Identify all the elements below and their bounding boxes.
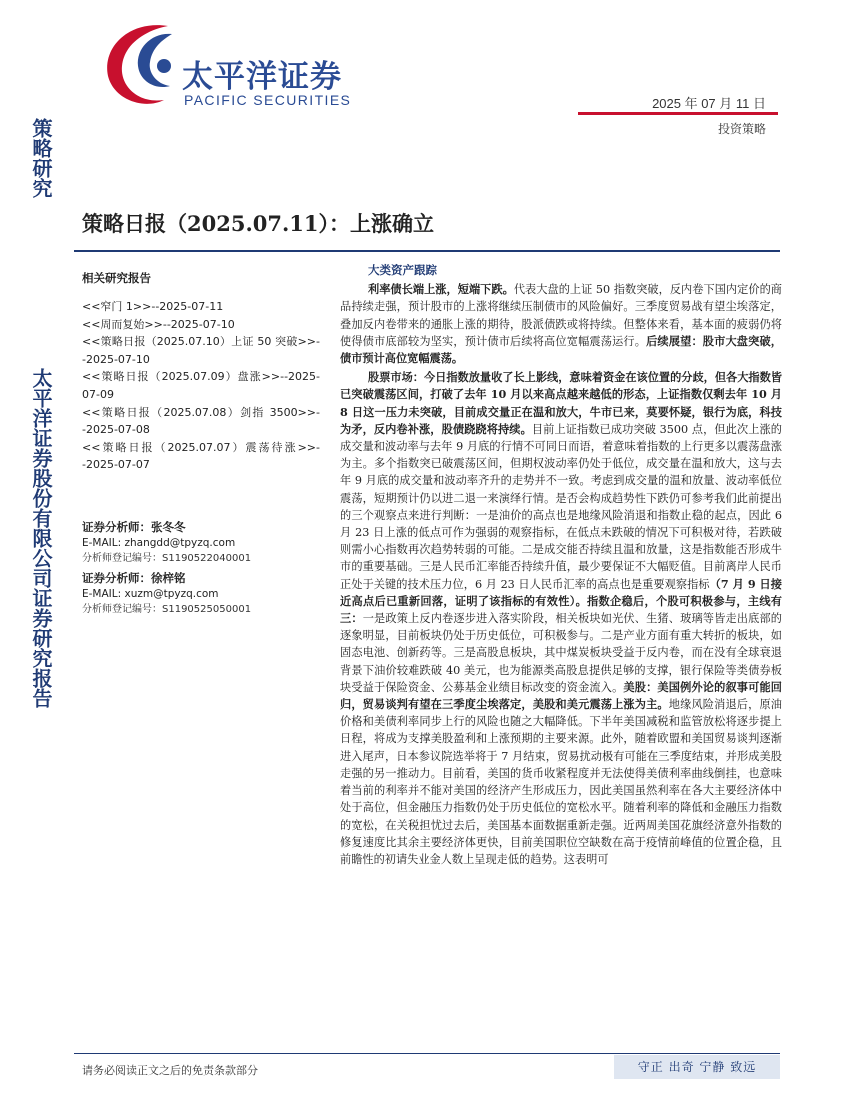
analyst-registration: 分析师登记编号：S1190525050001 (82, 604, 252, 615)
related-report-item[interactable]: <<窄门 1>>--2025-07-11 (82, 300, 224, 313)
main-body (340, 262, 782, 870)
para-equities-lead: 股票市场：今日指数放量收了长上影线，意味着资金在该位置的分歧，但各大指数皆已突破震荡区间，打破了去年 10 月以来高点越来越低的形态，上证指数仅剩去年 10 月 8 日这一压力未突破，目前成交量正在温和放大，牛市已来，莫要怀疑，银行为底，科技为矛，反内卷补涨，股债跷跷将持续。 (340, 370, 782, 436)
related-report-item[interactable]: <<策略日报（2025.07.10）上证 50 突破>>--2025-07-10 (82, 335, 320, 366)
analyst-email[interactable]: E-MAIL: xuzm@tpyzq.com (82, 588, 219, 600)
analyst-name: 证券分析师：徐梓铭 (82, 571, 186, 585)
para-us-stocks-lead: 美股：美国例外论的叙事可能回归，贸易谈判有望在三季度尘埃落定，美股和美元震荡上涨为主。 (340, 679, 782, 712)
paragraph-equities (340, 369, 782, 868)
side-tab-strategy-research: 策略研究 (29, 118, 53, 198)
title-divider (74, 250, 780, 252)
section-heading: 大类资产跟踪 (368, 263, 437, 277)
logo-english-name: PACIFIC SECURITIES (184, 92, 352, 108)
related-report-item[interactable]: <<周而复始>>--2025-07-10 (82, 317, 235, 331)
related-report-item[interactable]: <<策略日报（2025.07.07）震荡待涨>>--2025-07-07 (82, 440, 320, 472)
related-report-item[interactable]: <<策略日报（2025.07.08）剑指 3500>>--2025-07-08 (82, 405, 320, 437)
analyst-name: 证券分析师：张冬冬 (82, 520, 186, 534)
company-motto: 守正 出奇 宁静 致远 (614, 1055, 780, 1079)
footer-divider (74, 1053, 780, 1054)
report-category: 投资策略 (717, 122, 766, 136)
analyst-email[interactable]: E-MAIL: zhangdd@tpyzq.com (82, 537, 236, 549)
logo-chinese-name: 太平洋证券 (182, 59, 342, 95)
para-us-stocks-text: 地缘风险消退后，原油价格和美债利率同步上行的风险也随之大幅降低。下半年美国减税和监管放松将逐步提上日程，将成为支撑美股盈利和上涨预期的主要来源。此外，随着欧盟和美国贸易谈判逐渐进入尾声，日本参议院选举将于 7 月结束，贸易扰动极有可能在三季度结束，并形成美股走强的另一推动力。目前看，美国的货币收紧程度并无法使得美债利率曲线倒挂，也意味着当前的利率并不能对美国的经济产生形成压力，因此美国虽然利率在各大主要经济体中处于高位，但金融压力指数仍处于历史低位的宽松水平。随着利率的降低和金融压力指数的宽松，在关税担忧过去后，美国基本面数据重新走强。近两周美国花旗经济意外指数的修复速度比其余主要经济体更快，目前美国职位空缺数在高于疫情前峰值的位置企稳，且前瞻性的初请失业金人数上呈现走低的趋势。这表明可 (340, 698, 782, 866)
analyst-info (82, 518, 320, 620)
header-divider (578, 112, 778, 115)
para-equities-themes: 一是政策上反内卷逐步进入落实阶段，相关板块如光伏、生猪、玻璃等皆走出底部的逐象明显，目前板块仍处于历史低位，可积极参与。二是产业方面有重大转折的板块，如固态电池、创新药等。三是高股息板块，其中煤炭板块受益于反内卷，而在没有全球衰退背景下油价较难跌破 40 美元，也为能源类高股息提供足够的支撑，银行保险等类债券板块受益于保险资金、公募基金业绩目标改变的资金流入。 (340, 612, 782, 694)
related-report-item[interactable]: <<策略日报（2025.07.09）盘涨>>--2025-07-09 (82, 370, 320, 401)
disclaimer-text: 请务必阅读正文之后的免责条款部分 (82, 1064, 258, 1077)
para-rates-lead: 利率债长端上涨，短端下跌。 (368, 282, 514, 297)
para-equities-text: 目前上证指数已成功突破 3500 点，但此次上涨的成交量和波动率与去年 9 月底的行情不可同日而语，着意味着指数的上行更多以震荡盘涨为主。多个指数突已破震荡区间，但期权波动率仍处于低位，成交量在温和放大，这与去年 9 月底的成交量和波动率齐升的走势并不一致。考虑到成交量的温和放量、波动率低位震荡，短期预计仍以进二退一来演绎行情。是否会构成趋势性下跌仍可参考我们此前提出的三个观察点来进行判断：一是油价的高点也是地缘风险消退和指数止稳的起点，因此 6 月 23 日上涨的低点可作为强弱的观察指标，在低点未跌破的情况下可积极对待，若跌破则需小心指数再次趋势转弱的可能。二是成交能否持续且温和放量，这是指数能否形成牛市的重要基础。三是人民币汇率能否持续升值，最少要保证不大幅贬值。目前离岸人民币正处于关键的技术压力位，6 月 23 日人民币汇率的高点也是重要观察指标 (340, 422, 782, 591)
related-reports-title: 相关研究报告 (82, 271, 151, 285)
side-band (0, 0, 70, 1100)
related-reports-list (82, 298, 320, 474)
para-equities-highlight: （7 月 9 日接近高点后已重新回落，证明了该指标的有效性）。指数企稳后，个股可积极参与，主线有三： (340, 576, 782, 626)
report-date: 2025 年 07 月 11 日 (652, 96, 766, 111)
paragraph-rates (340, 281, 782, 367)
para-rates-text: 代表大盘的上证 50 指数突破，反内卷下国内定价的商品持续走强，预计股市的上涨将继续压制债市的风险偏好。三季度贸易战有望尘埃落定，叠加反内卷带来的通胀上涨的期待，股派债跌或将持续。但整体来看，基本面的疲弱仍将使得债市底部较为坚实，预计债市后续将高位宽幅震荡运行。 (340, 283, 782, 348)
document-title: 策略日报（2025.07.11）：上涨确立 (82, 211, 435, 236)
related-reports-panel (82, 270, 320, 474)
side-tab-company-report: 太平洋证券股份有限公司证券研究报告 (29, 368, 53, 708)
analyst-registration: 分析师登记编号：S1190522040001 (82, 553, 252, 564)
para-rates-outlook: 后续展望：股市大盘突破，债市预计高位宽幅震荡。 (340, 333, 782, 366)
